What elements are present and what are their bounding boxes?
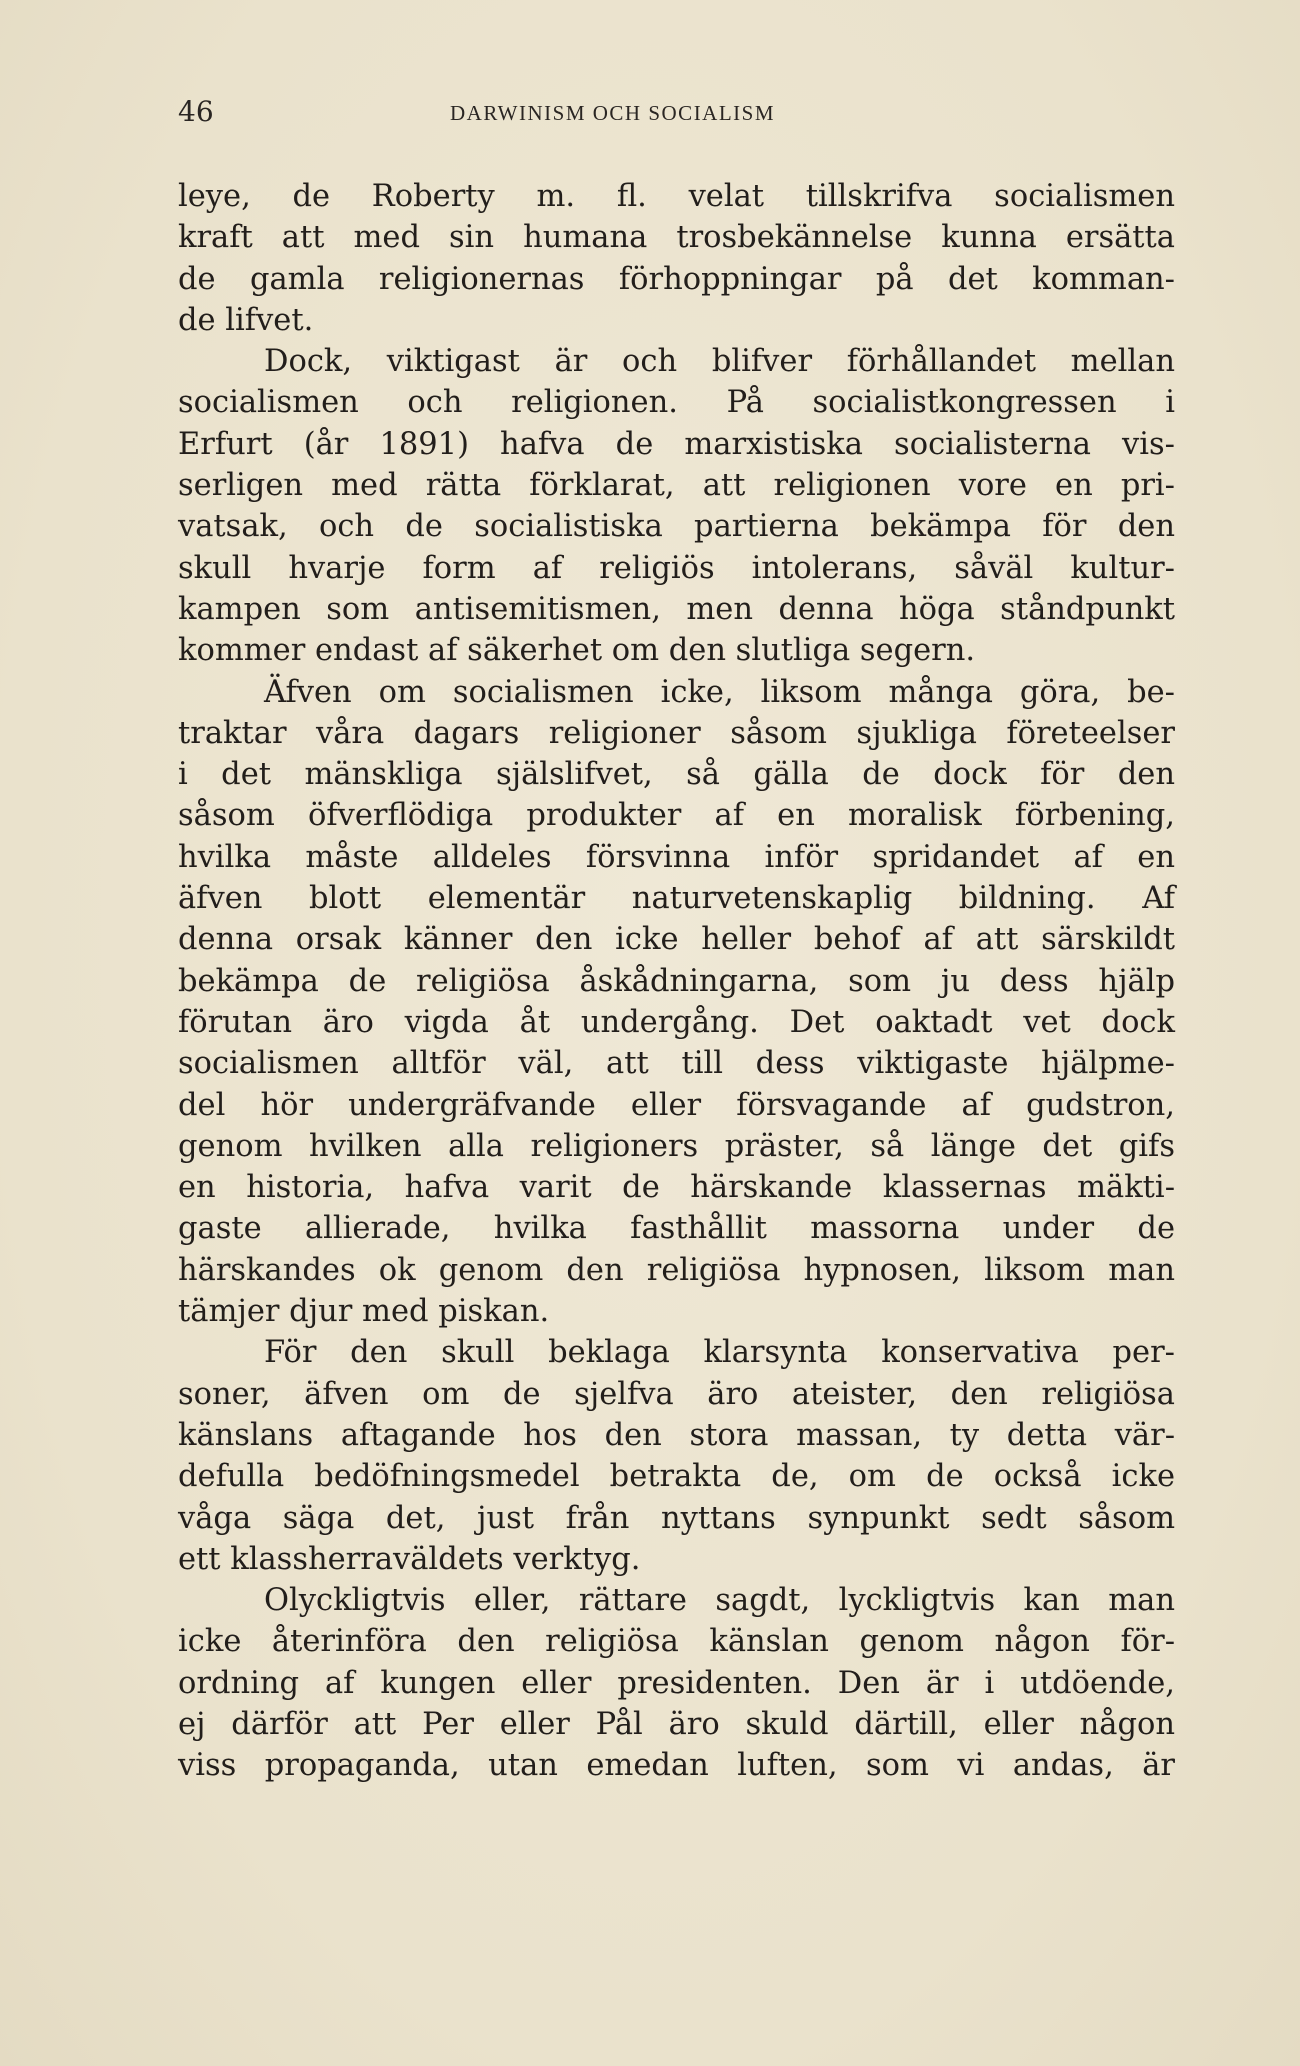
text-line: ordning af kungen eller presidenten. Den är i utdöende,: [178, 1665, 1175, 1701]
text-line: socialismen alltför väl, att till dess viktigaste hjälpme-: [178, 1046, 1175, 1082]
text-line: icke återinföra den religiösa känslan genom någon för-: [178, 1624, 1175, 1660]
text-line: serligen med rätta förklarat, att religionen vore en pri-: [178, 468, 1175, 504]
text-line: Erfurt (år 1891) hafva de marxistiska socialisterna vis-: [178, 426, 1175, 462]
text-line: såsom öfverflödiga produkter af en moralisk förbening,: [178, 798, 1175, 834]
text-line: äfven blott elementär naturvetenskaplig bildning. Af: [178, 881, 1175, 917]
text-line: härskandes ok genom den religiösa hypnosen, liksom man: [178, 1252, 1175, 1288]
text-line: kampen som antisemitismen, men denna höga ståndpunkt: [178, 591, 1175, 627]
text-line: i det mänskliga själslifvet, så gälla de dock för den: [178, 757, 1175, 793]
text-line: defulla bedöfningsmedel betrakta de, om de också icke: [178, 1459, 1175, 1495]
text-line: känslans aftagande hos den stora massan, ty detta vär-: [178, 1417, 1175, 1453]
text-line: viss propaganda, utan emedan luften, som vi andas, är: [178, 1748, 1175, 1784]
text-line: tämjer djur med piskan.: [178, 1294, 550, 1330]
text-line: hvilka måste alldeles försvinna inför spridandet af en: [178, 839, 1175, 875]
text-line: ej därför att Per eller Pål äro skuld därtill, eller någon: [178, 1706, 1175, 1742]
text-line: gaste allierade, hvilka fasthållit massorna under de: [178, 1211, 1175, 1247]
text-line: Äfven om socialismen icke, liksom många göra, be-: [264, 674, 1175, 710]
text-line: soner, äfven om de sjelfva äro ateister, den religiösa: [178, 1376, 1175, 1412]
text-line: denna orsak känner den icke heller behof af att särskildt: [178, 922, 1175, 958]
text-line: förutan äro vigda åt undergång. Det oaktadt vet dock: [178, 1004, 1175, 1040]
body-text: [178, 176, 1175, 1787]
text-line: de lifvet.: [178, 302, 314, 338]
text-line: vatsak, och de socialistiska partierna bekämpa för den: [178, 509, 1175, 545]
text-line: våga säga det, just från nyttans synpunkt sedt såsom: [178, 1500, 1175, 1536]
running-title: DARWINISM OCH SOCIALISM: [450, 101, 776, 125]
page-number: 46: [178, 95, 214, 128]
text-line: Dock, viktigast är och blifver förhållandet mellan: [264, 344, 1175, 380]
text-line: ett klassherraväldets verktyg.: [178, 1541, 641, 1577]
text-line: genom hvilken alla religioners präster, så länge det gifs: [178, 1128, 1175, 1164]
text-line: traktar våra dagars religioner såsom sjukliga företeelser: [178, 715, 1175, 751]
text-line: de gamla religionernas förhoppningar på det komman-: [178, 261, 1175, 297]
text-line: del hör undergräfvande eller försvagande af gudstron,: [178, 1087, 1175, 1123]
page-header: [178, 92, 896, 132]
text-line: leye, de Roberty m. fl. velat tillskrifva socialismen: [178, 179, 1175, 214]
text-line: bekämpa de religiösa åskådningarna, som ju dess hjälp: [178, 963, 1175, 999]
text-line: Olyckligtvis eller, rättare sagdt, lyckligtvis kan man: [264, 1583, 1175, 1619]
text-line: socialismen och religionen. På socialistkongressen i: [178, 385, 1175, 421]
text-line: skull hvarje form af religiös intolerans, såväl kultur-: [178, 550, 1175, 586]
text-line: För den skull beklaga klarsynta konservativa per-: [264, 1335, 1175, 1371]
text-line: kraft att med sin humana trosbekännelse kunna ersätta: [178, 220, 1175, 256]
text-line: kommer endast af säkerhet om den slutliga segern.: [178, 633, 976, 669]
text-line: en historia, hafva varit de härskande klassernas mäkti-: [178, 1170, 1175, 1206]
